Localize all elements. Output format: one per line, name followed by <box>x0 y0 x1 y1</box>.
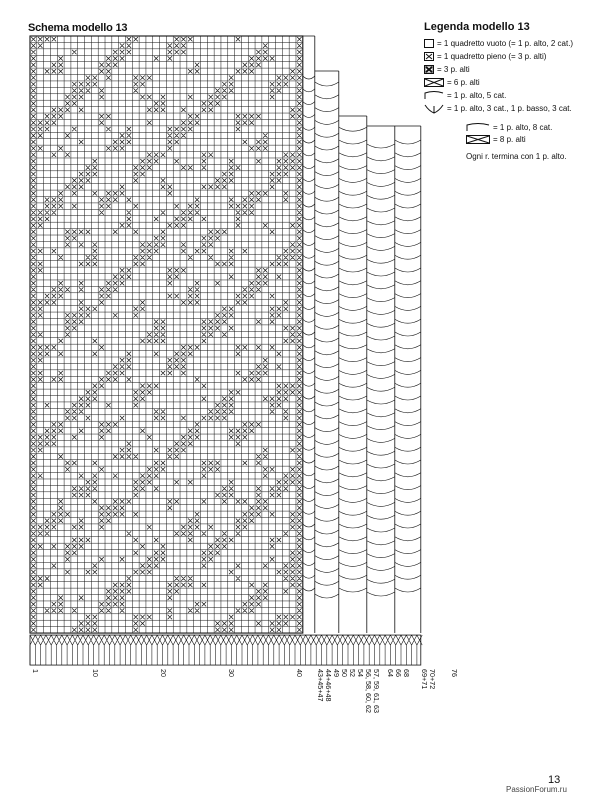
filled-square-icon <box>424 52 434 61</box>
legend-text: = 1 p. alto, 3 cat., 1 p. basso, 3 cat. <box>447 104 572 113</box>
column-number-label: 57, 59, 61, 63 <box>372 669 381 714</box>
column-number-label: 70+72 <box>428 669 437 690</box>
legend-item-wide-x <box>424 76 594 89</box>
legend <box>424 22 594 162</box>
foundation-band <box>30 635 421 665</box>
column-number-label: 64 <box>386 669 395 678</box>
v-arch-icon <box>424 103 444 114</box>
column-number-label: 50 <box>340 669 349 678</box>
bold-square-icon <box>424 65 434 74</box>
column-number-label: 40 <box>295 669 304 678</box>
watermark: PassionForum.ru <box>506 785 567 794</box>
wide-x-8-icon <box>466 135 490 144</box>
legend-item-varch <box>424 102 594 115</box>
legend-text: = 3 p. alti <box>437 65 470 74</box>
legend-item-filled <box>424 50 594 63</box>
column-number-label: 52 <box>348 669 357 678</box>
grid-lines <box>30 36 303 633</box>
column-number-label: 76 <box>450 669 459 678</box>
arch-icon <box>424 91 444 100</box>
wide-x-icon <box>424 78 444 87</box>
column-number-label: 43+45+47 <box>316 669 325 702</box>
foundation-stitches <box>30 635 422 665</box>
column-number-label: 1 <box>31 669 40 674</box>
column-number-label: 44+46+48 <box>324 669 333 702</box>
legend-text: = 1 p. alto, 5 cat. <box>447 91 507 100</box>
legend-item-arch5 <box>424 89 594 102</box>
column-number-label: 54 <box>356 669 365 678</box>
column-number-label: 30 <box>227 669 236 678</box>
empty-square-icon <box>424 39 434 48</box>
column-number-label: 68 <box>402 669 411 678</box>
border-arches <box>303 76 421 598</box>
legend-text: = 1 quadretto pieno (= 3 p. alti) <box>437 52 547 61</box>
column-number-label: 20 <box>159 669 168 678</box>
column-number-label: 69+71 <box>420 669 429 690</box>
legend-item-empty <box>424 37 594 50</box>
page-number: 13 <box>548 774 561 786</box>
legend-item-bold <box>424 63 594 76</box>
legend-item-wide-x-8 <box>466 133 594 145</box>
legend-title: Legenda modello 13 <box>424 21 530 33</box>
legend-text: = 1 quadretto vuoto (= 1 p. alto, 2 cat.) <box>437 39 574 48</box>
column-number-label: 56, 58, 60, 62 <box>364 669 373 714</box>
column-number-label: 49 <box>332 669 341 678</box>
column-number-label: 66 <box>394 669 403 678</box>
legend-note: Ogni r. termina con 1 p. alto. <box>466 152 567 161</box>
arch-8-icon <box>466 123 490 132</box>
column-number-label: 10 <box>91 669 100 678</box>
legend-item-arch8 <box>466 121 594 133</box>
legend-text: = 1 p. alto, 8 cat. <box>493 122 553 132</box>
legend-text: = 8 p. alti <box>493 134 526 144</box>
chart-title: Schema modello 13 <box>28 22 128 34</box>
legend-text: = 6 p. alti <box>447 78 480 87</box>
